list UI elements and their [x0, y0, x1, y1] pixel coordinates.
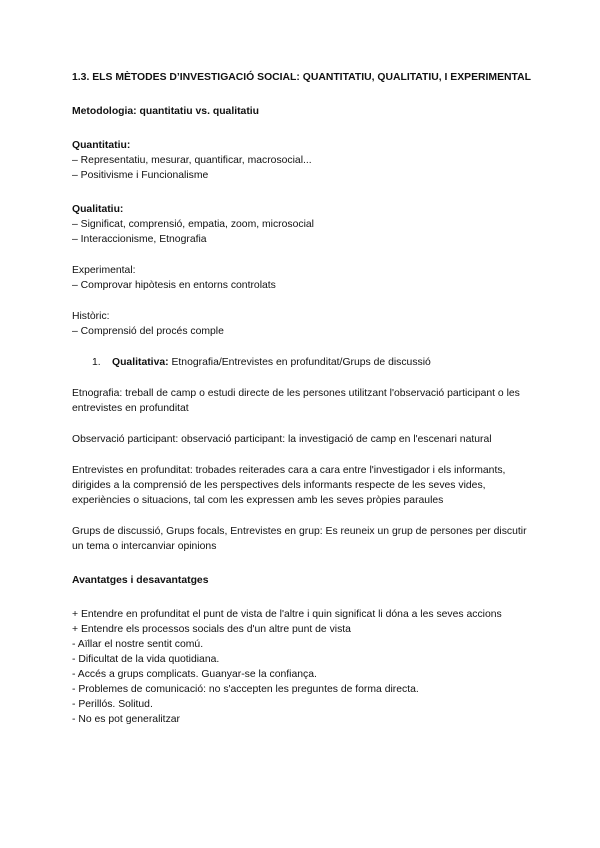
definition-in-depth-interviews: Entrevistes en profunditat: trobades reiterades cara a cara entre l'investigador i els informants, dirigides a la comprensió de les perspectives dels informants respecte de les seves vides, experiències o situacions, tal com les expressen amb les seves pròpies paraules: [72, 465, 506, 506]
numbered-item-text: Etnografia/Entrevistes en profunditat/Grups de discussió: [168, 357, 431, 368]
disadvantage-item: - Dificultat de la vida quotidiana.: [72, 654, 220, 665]
historic-item: – Comprensió del procés comple: [72, 326, 224, 337]
qualitative-item: – Interaccionisme, Etnografia: [72, 234, 207, 245]
advantages-heading: Avantatges i desavantatges: [72, 575, 209, 586]
advantage-item: + Entendre els processos socials des d'un altre punt de vista: [72, 624, 351, 635]
numbered-item-label: Qualitativa:: [112, 357, 169, 368]
advantage-item: + Entendre en profunditat el punt de vista de l'altre i quin significat li dóna a les seves accions: [72, 609, 502, 620]
numbered-item-number: 1.: [92, 357, 101, 368]
definition-discussion-groups: Grups de discussió, Grups focals, Entrevistes en grup: Es reuneix un grup de persones per discutir un tema o intercanviar opinions: [72, 526, 527, 552]
disadvantage-item: - Perillós. Solitud.: [72, 699, 153, 710]
qualitative-item: – Significat, comprensió, empatia, zoom, microsocial: [72, 219, 314, 230]
disadvantage-item: - Accés a grups complicats. Guanyar-se la confiança.: [72, 669, 317, 680]
disadvantage-item: - No es pot generalitzar: [72, 714, 181, 725]
definition-ethnography: Etnografia: treball de camp o estudi directe de les persones utilitzant l'observació participant o les entrevistes en profunditat: [72, 388, 520, 414]
disadvantage-item: - Problemes de comunicació: no s'accepten les preguntes de forma directa.: [72, 684, 419, 695]
experimental-heading: Experimental:: [72, 265, 136, 276]
page-title: 1.3. ELS MÈTODES D’INVESTIGACIÓ SOCIAL: QUANTITATIU, QUALITATIU, I EXPERIMENTAL: [72, 72, 531, 83]
document-content: [72, 70, 534, 727]
qualitative-heading: Qualitatiu:: [72, 204, 124, 215]
quantitative-item: – Positivisme i Funcionalisme: [72, 170, 209, 181]
disadvantage-item: - Aïllar el nostre sentit comú.: [72, 639, 204, 650]
numbered-item: [92, 355, 534, 370]
quantitative-item: – Representatiu, mesurar, quantificar, macrosocial...: [72, 155, 312, 166]
historic-heading: Històric:: [72, 311, 110, 322]
quantitative-heading: Quantitatiu:: [72, 140, 131, 151]
methodology-heading: Metodologia: quantitatiu vs. qualitatiu: [72, 106, 260, 117]
definition-participant-observation: Observació participant: observació participant: la investigació de camp en l'escenari natural: [72, 434, 492, 445]
experimental-item: – Comprovar hipòtesis en entorns controlats: [72, 280, 276, 291]
